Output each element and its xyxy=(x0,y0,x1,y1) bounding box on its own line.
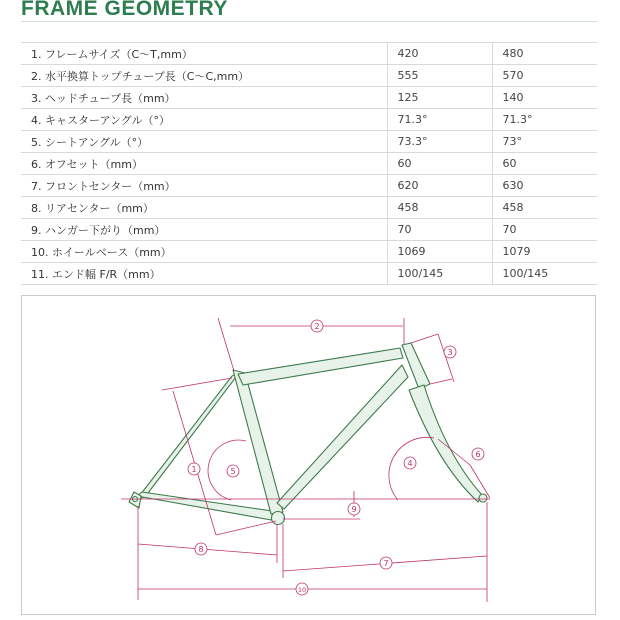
value-size-b: 1079 xyxy=(492,241,597,263)
seat-tube xyxy=(233,370,283,514)
label-2 xyxy=(311,320,323,332)
label-1 xyxy=(188,463,200,475)
svg-text:9: 9 xyxy=(351,505,357,514)
table-row xyxy=(21,241,597,263)
value-size-a: 555 xyxy=(387,65,492,87)
title-divider xyxy=(21,21,597,22)
value-size-b: 480 xyxy=(492,43,597,65)
fork xyxy=(409,385,482,502)
svg-text:3: 3 xyxy=(447,348,453,357)
row-label: 2. 水平換算トップチューブ長（C〜C,mm） xyxy=(21,65,387,87)
table-row xyxy=(21,109,597,131)
page-title: FRAME GEOMETRY xyxy=(21,0,228,20)
value-size-b: 70 xyxy=(492,219,597,241)
value-size-a: 71.3° xyxy=(387,109,492,131)
seat-ext-top xyxy=(162,378,232,390)
seat-stay xyxy=(137,373,239,499)
row-label: 11. エンド幅 F/R（mm） xyxy=(21,263,387,285)
row-label: 10. ホイールベース（mm） xyxy=(21,241,387,263)
value-size-b: 60 xyxy=(492,153,597,175)
value-size-a: 73.3° xyxy=(387,131,492,153)
row-label: 7. フロントセンター（mm） xyxy=(21,175,387,197)
dim-rear-center xyxy=(138,544,277,555)
row-label: 4. キャスターアングル（°） xyxy=(21,109,387,131)
value-size-b: 458 xyxy=(492,197,597,219)
down-tube xyxy=(277,365,408,509)
chain-stay xyxy=(137,492,279,521)
value-size-a: 420 xyxy=(387,43,492,65)
value-size-a: 620 xyxy=(387,175,492,197)
value-size-a: 60 xyxy=(387,153,492,175)
svg-text:6: 6 xyxy=(475,450,481,459)
svg-text:4: 4 xyxy=(407,459,413,468)
table-row xyxy=(21,263,597,285)
svg-text:5: 5 xyxy=(230,467,236,476)
row-label: 1. フレームサイズ（C〜T,mm） xyxy=(21,43,387,65)
value-size-b: 100/145 xyxy=(492,263,597,285)
value-size-a: 70 xyxy=(387,219,492,241)
table-row xyxy=(21,197,597,219)
svg-text:1: 1 xyxy=(191,465,197,474)
row-label: 9. ハンガー下がり（mm） xyxy=(21,219,387,241)
value-size-a: 125 xyxy=(387,87,492,109)
table-row xyxy=(21,131,597,153)
top-tube xyxy=(238,348,403,385)
bike-frame xyxy=(129,343,487,525)
label-9 xyxy=(348,503,360,515)
bottom-bracket xyxy=(272,512,285,525)
dimension-lines xyxy=(121,318,490,602)
svg-text:2: 2 xyxy=(314,322,320,331)
label-8 xyxy=(195,543,207,555)
value-size-a: 458 xyxy=(387,197,492,219)
svg-text:8: 8 xyxy=(198,545,204,554)
label-3 xyxy=(444,346,456,358)
value-size-b: 140 xyxy=(492,87,597,109)
value-size-a: 1069 xyxy=(387,241,492,263)
table-row xyxy=(21,219,597,241)
head-ext-bottom xyxy=(430,379,452,384)
row-label: 6. オフセット（mm） xyxy=(21,153,387,175)
table-row xyxy=(21,43,597,65)
front-axle xyxy=(479,494,487,502)
head-ext-top xyxy=(411,334,438,343)
value-size-b: 570 xyxy=(492,65,597,87)
frame-diagram-svg xyxy=(22,296,595,614)
frame-geometry-diagram xyxy=(21,295,596,615)
label-10 xyxy=(296,583,308,595)
head-tube xyxy=(402,343,430,389)
label-6 xyxy=(472,448,484,460)
seat-ext-bottom xyxy=(216,521,276,535)
diagram-content xyxy=(121,318,490,602)
row-label: 8. リアセンター（mm） xyxy=(21,197,387,219)
table-row xyxy=(21,175,597,197)
svg-text:7: 7 xyxy=(383,559,389,568)
row-label: 3. ヘッドチューブ長（mm） xyxy=(21,87,387,109)
value-size-b: 630 xyxy=(492,175,597,197)
table-row xyxy=(21,153,597,175)
geometry-table xyxy=(21,42,597,285)
label-5 xyxy=(227,465,239,477)
label-7 xyxy=(380,557,392,569)
value-size-b: 73° xyxy=(492,131,597,153)
label-4 xyxy=(404,457,416,469)
row-label: 5. シートアングル（°） xyxy=(21,131,387,153)
value-size-b: 71.3° xyxy=(492,109,597,131)
table-row xyxy=(21,87,597,109)
table-row xyxy=(21,65,597,87)
svg-text:10: 10 xyxy=(297,586,307,594)
value-size-a: 100/145 xyxy=(387,263,492,285)
